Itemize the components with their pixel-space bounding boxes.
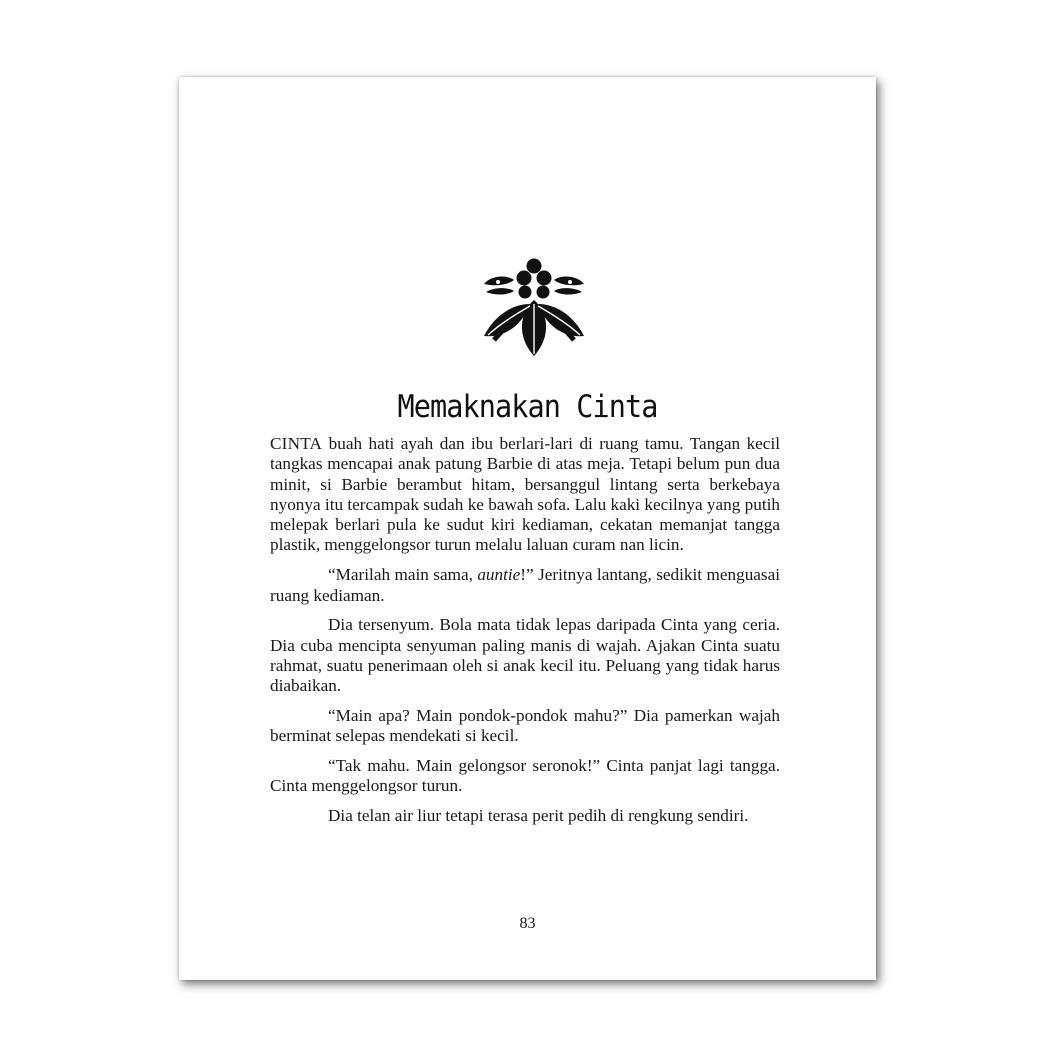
chapter-title: Memaknakan Cinta	[397, 389, 658, 425]
book-page	[179, 77, 876, 980]
paragraph-lead-word: CINTA	[270, 434, 323, 453]
page-number: 83	[519, 915, 536, 932]
paragraph-1	[270, 434, 780, 556]
paragraph-3: Dia tersenyum. Bola mata tidak lepas daripada Cinta yang ceria. Dia cuba mencipta senyuman paling manis di wajah. Ajakan Cinta suatu rahmat, suatu penerimaan oleh si anak kecil itu. Peluang yang tidak harus diabaikan.	[270, 615, 780, 696]
chapter-body	[270, 434, 780, 836]
paragraph-text-after: !” Jeritnya lantang, sedikit menguasai ruang kediaman.	[270, 565, 781, 605]
pine-bamboo-crest-icon	[476, 254, 592, 360]
paragraph-4: “Main apa? Main pondok-pondok mahu?” Dia pamerkan wajah berminat selepas mendekati si kecil.	[270, 706, 780, 746]
paragraph-5: “Tak mahu. Main gelongsor seronok!” Cinta panjat lagi tangga. Cinta menggelongsor turun.	[270, 756, 780, 796]
paragraph-6: Dia telan air liur tetapi terasa perit pedih di rengkung sendiri.	[328, 806, 749, 826]
paragraph-italic-word: auntie	[477, 565, 521, 585]
paragraph-text: buah hati ayah dan ibu berlari-lari di ruang tamu. Tangan kecil tangkas mencapai anak patung Barbie di atas meja. Tetapi belum pun dua minit, si Barbie berambut hitam, bersanggul lintang serta berkebaya nyonya itu tercampak sudah ke bawah sofa. Lalu kaki kecilnya yang putih melepak berlari pula ke sudut kiri kediaman, cekatan memanjat tangga plastik, menggelongsor turun melalu laluan curam nan licin.	[270, 434, 780, 555]
paragraph-text-before: “Marilah main sama,	[328, 565, 478, 585]
paragraph-2	[270, 565, 780, 606]
